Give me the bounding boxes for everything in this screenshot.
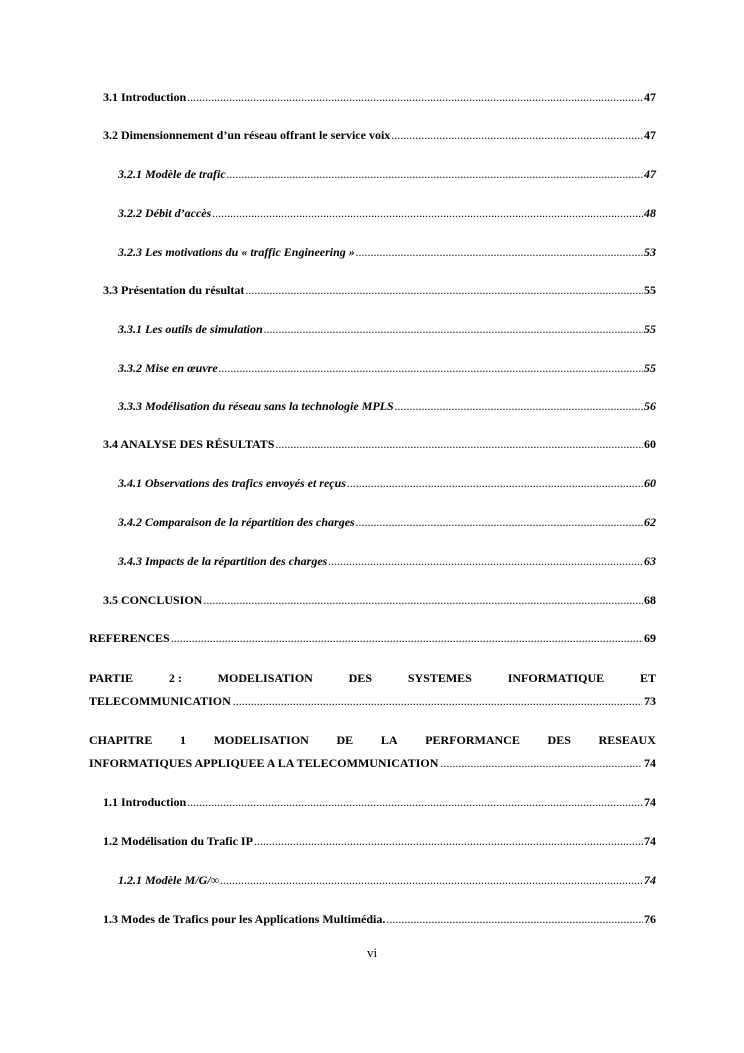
heading-word: 1 <box>180 733 187 747</box>
toc-entry-page: 76 <box>644 912 656 926</box>
heading-word: 2 : <box>168 671 182 685</box>
leader-dots <box>212 205 643 221</box>
toc-entry[interactable] <box>103 833 656 849</box>
toc-entry[interactable] <box>103 794 656 810</box>
toc-entry[interactable] <box>118 166 656 182</box>
toc-entry-page: 60 <box>644 437 656 451</box>
heading-word: MODELISATION <box>213 733 309 747</box>
toc-entry[interactable] <box>103 127 656 143</box>
leader-dots <box>254 833 643 849</box>
toc-entry[interactable] <box>103 911 656 927</box>
toc-entry-title: 3.2.1 Modèle de trafic <box>118 167 226 181</box>
heading-word: MODELISATION <box>217 671 313 685</box>
toc-entry-title: 3.2.2 Débit d’accès <box>118 206 212 220</box>
toc-entry-title: 1.2.1 Modèle M/G/∞ <box>118 873 220 887</box>
heading-word: CHAPITRE <box>89 733 153 747</box>
toc-entry-title: 3.2 Dimensionnement d’un réseau offrant le service voix <box>103 128 391 142</box>
toc-entry-page: 69 <box>644 631 656 645</box>
heading-word: INFORMATIQUE <box>507 671 605 685</box>
leader-dots <box>203 592 643 608</box>
toc-entry-title: 3.3 Présentation du résultat <box>103 283 245 297</box>
toc-entry-page: 62 <box>644 515 656 529</box>
toc-entry[interactable] <box>89 630 656 646</box>
toc-entry-page: 47 <box>644 90 656 104</box>
leader-dots <box>187 794 643 810</box>
toc-entry-title: 3.4.1 Observations des trafics envoyés et reçus <box>118 476 346 490</box>
toc-entry-page: 74 <box>644 873 656 887</box>
toc-entry-page: 63 <box>644 554 656 568</box>
partie-2-heading <box>89 670 656 686</box>
toc-entry[interactable] <box>118 244 656 260</box>
leader-dots <box>233 693 642 709</box>
toc-entry-title: 3.4 ANALYSE DES RÉSULTATS <box>103 437 275 451</box>
toc-entry-title: 3.5 CONCLUSION <box>103 593 203 607</box>
leader-dots <box>347 475 643 491</box>
heading-line-2: INFORMATIQUES APPLIQUEE A LA TELECOMMUNICATION <box>89 756 439 770</box>
toc-entry-page: 55 <box>644 322 656 336</box>
toc-entry-title: 3.4.3 Impacts de la répartition des charges <box>118 554 328 568</box>
heading-word: ET <box>639 671 656 685</box>
toc-entry-page: 74 <box>644 756 656 770</box>
toc-entry-page: 73 <box>644 694 656 708</box>
leader-dots <box>227 166 643 182</box>
toc-entry[interactable] <box>118 321 656 337</box>
heading-word: DES <box>348 671 372 685</box>
leader-dots <box>187 89 643 105</box>
toc-entry-page: 55 <box>644 283 656 297</box>
heading-word: LA <box>380 733 398 747</box>
toc-entry-page: 53 <box>644 245 656 259</box>
toc-entry-page: 47 <box>644 167 656 181</box>
toc-entry[interactable] <box>118 398 656 414</box>
toc-entry[interactable] <box>103 592 656 608</box>
leader-dots <box>245 282 643 298</box>
heading-word: PERFORMANCE <box>425 733 520 747</box>
chapitre-1-heading <box>89 732 656 748</box>
toc-entry-title: REFERENCES <box>89 631 170 645</box>
leader-dots <box>264 321 643 337</box>
toc-entry-title: 3.4.2 Comparaison de la répartition des charges <box>118 515 355 529</box>
leader-dots <box>220 872 643 888</box>
toc-entry[interactable] <box>118 475 656 491</box>
toc-entry[interactable] <box>103 89 656 105</box>
toc-entry-page: 55 <box>644 361 656 375</box>
toc-partie-2[interactable] <box>89 670 656 709</box>
heading-word: PARTIE <box>89 671 134 685</box>
heading-word: DES <box>547 733 571 747</box>
leader-dots <box>386 911 643 927</box>
heading-word: RESEAUX <box>598 733 656 747</box>
toc-entry-title: 3.2.3 Les motivations du « traffic Engineering » <box>118 245 355 259</box>
toc-entry-title: 3.3.1 Les outils de simulation <box>118 322 263 336</box>
leader-dots <box>275 436 643 452</box>
toc-entry-page: 56 <box>644 399 656 413</box>
toc-entry-title: 3.3.3 Modélisation du réseau sans la technologie MPLS <box>118 399 394 413</box>
toc-entry-title: 1.3 Modes de Trafics pour les Applications Multimédia. <box>103 912 386 926</box>
toc-entry[interactable] <box>118 553 656 569</box>
heading-word: DE <box>336 733 354 747</box>
toc-entry[interactable] <box>118 360 656 376</box>
toc-entry[interactable] <box>103 282 656 298</box>
heading-line-2: TELECOMMUNICATION <box>89 694 231 708</box>
leader-dots <box>440 755 642 771</box>
toc-entry-page: 48 <box>644 206 656 220</box>
toc-entry-page: 74 <box>644 795 656 809</box>
leader-dots <box>391 127 643 143</box>
leader-dots <box>395 398 643 414</box>
toc-chapitre-1[interactable] <box>89 732 656 771</box>
toc-entry-page: 74 <box>644 834 656 848</box>
page-number: vi <box>366 945 378 960</box>
leader-dots <box>328 553 643 569</box>
toc-entry[interactable] <box>118 205 656 221</box>
heading-word: SYSTEMES <box>407 671 472 685</box>
leader-dots <box>219 360 643 376</box>
toc-entry-page: 47 <box>644 128 656 142</box>
toc-entry-title: 3.1 Introduction <box>103 90 187 104</box>
toc-entry-page: 60 <box>644 476 656 490</box>
leader-dots <box>356 514 643 530</box>
toc-entry-page: 68 <box>644 593 656 607</box>
leader-dots <box>171 630 643 646</box>
toc-entry[interactable] <box>118 514 656 530</box>
toc-entry-title: 1.1 Introduction <box>103 795 187 809</box>
toc-entry[interactable] <box>118 872 656 888</box>
toc-entry-title: 3.3.2 Mise en œuvre <box>118 361 218 375</box>
toc-entry-title: 1.2 Modélisation du Trafic IP <box>103 834 253 848</box>
toc-entry[interactable] <box>103 436 656 452</box>
leader-dots <box>356 244 643 260</box>
